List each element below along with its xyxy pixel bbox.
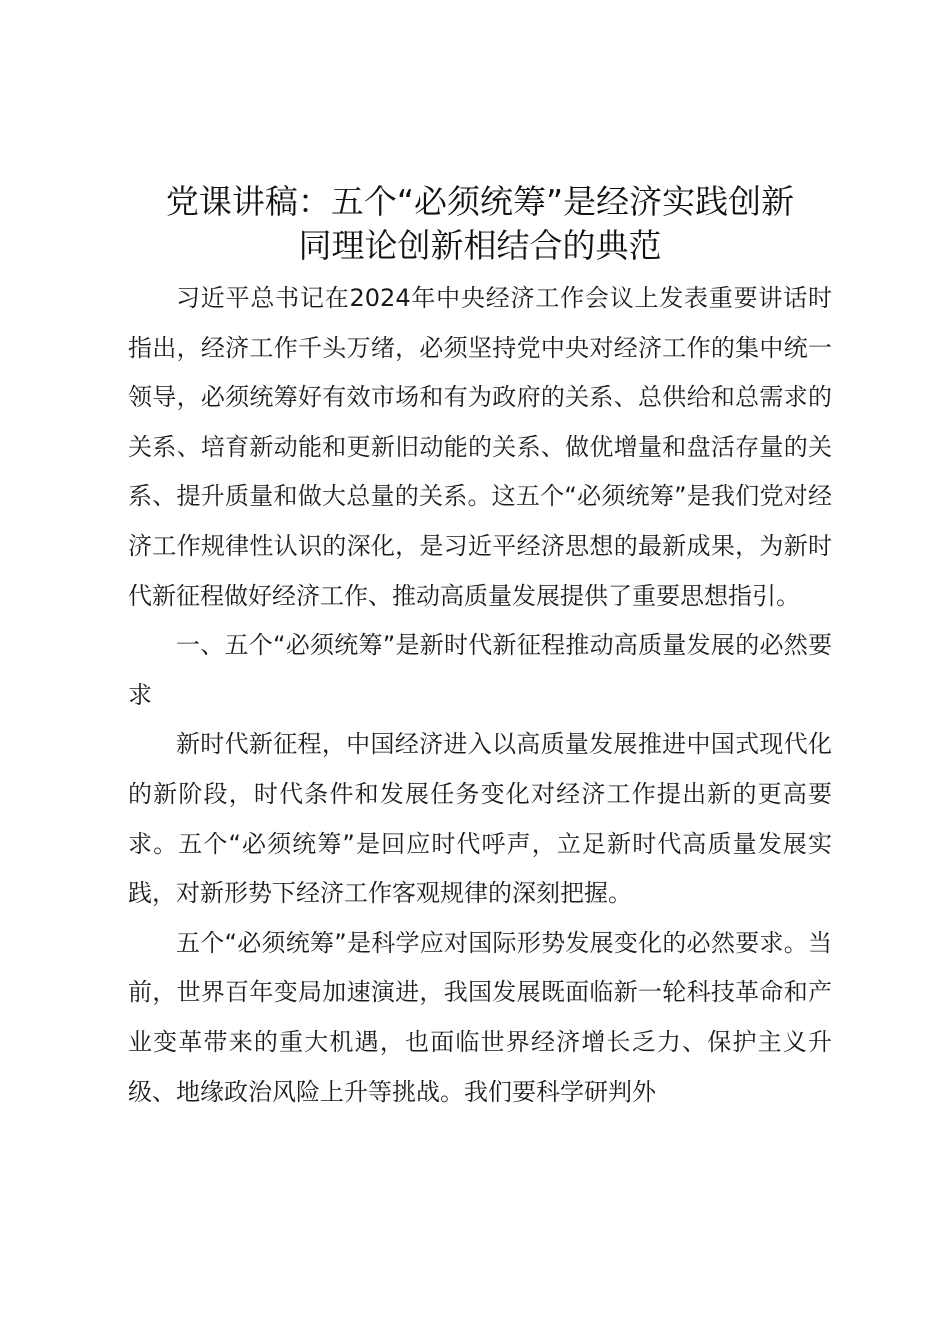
document-page (128, 180, 832, 1117)
paragraph-body-1: 新时代新征程，中国经济进入以高质量发展推进中国式现代化的新阶段，时代条件和发展任务变化对经济工作提出新的更高要求。五个“必须统筹”是回应时代呼声，立足新时代高质量发展实践，对新形势下经济工作客观规律的深刻把握。 (128, 730, 832, 908)
section-heading-1: 一、五个“必须统筹”是新时代新征程推动高质量发展的必然要求 (128, 631, 832, 709)
document-title (128, 180, 832, 268)
paragraph-body-2: 五个“必须统筹”是科学应对国际形势发展变化的必然要求。当前，世界百年变局加速演进，我国发展既面临新一轮科技革命和产业变革带来的重大机遇，也面临世界经济增长乏力、保护主义升级、地缘政治风险上升等挑战。我们要科学研判外 (128, 928, 832, 1106)
title-line-2: 同理论创新相结合的典范 (298, 226, 662, 265)
title-line-1: 党课讲稿：五个“必须统筹”是经济实践创新 (165, 182, 795, 221)
paragraph-intro: 习近平总书记在2024年中央经济工作会议上发表重要讲话时指出，经济工作千头万绪，必须坚持党中央对经济工作的集中统一领导，必须统筹好有效市场和有为政府的关系、总供给和总需求的关系、培育新动能和更新旧动能的关系、做优增量和盘活存量的关系、提升质量和做大总量的关系。这五个“必须统筹”是我们党对经济工作规律性认识的深化，是习近平经济思想的最新成果，为新时代新征程做好经济工作、推动高质量发展提供了重要思想指引。 (128, 284, 832, 610)
